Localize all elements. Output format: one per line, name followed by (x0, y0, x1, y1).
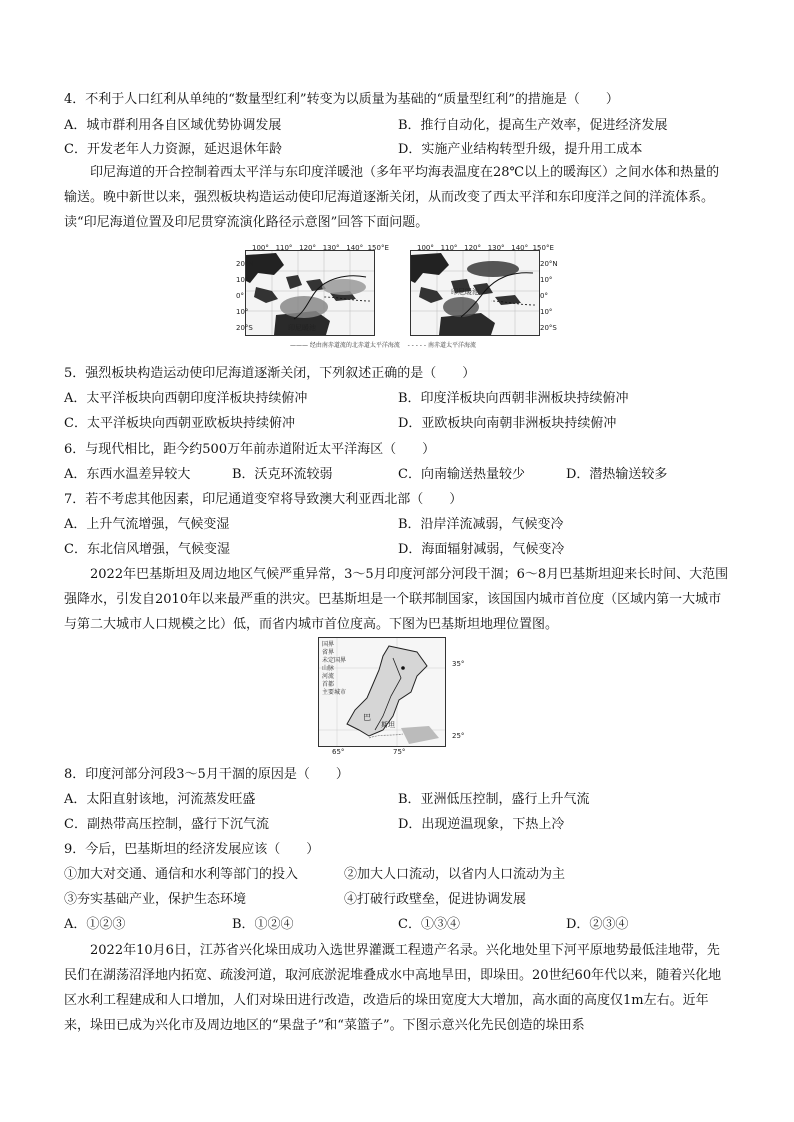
pakistan-lon-75: 75° (393, 748, 406, 756)
q9-option-b: B．①②④ (232, 917, 294, 932)
pakistan-legend: 国界 省界 未定国界 山脉 河流 首都 主要城市 (322, 641, 347, 696)
q7-option-b: B．沿岸洋流减弱，气候变冷 (398, 517, 564, 532)
q8-option-a: A．太阳直射该地，河流蒸发旺盛 (64, 792, 256, 807)
q9-statement-2: ②加大人口流动，以省内人口流动为主 (344, 867, 566, 882)
q4-option-d: D．实施产业结构转型升级，提升用工成本 (398, 142, 643, 157)
legend-dashed-line: - - - - - (407, 342, 427, 349)
q7-option-d: D．海面辐射减弱，气候变冷 (398, 542, 565, 557)
q5-option-d: D．亚欧板块向南朝非洲板块持续俯冲 (398, 416, 617, 431)
pakistan-lat-25: 25° (452, 732, 465, 740)
q7-option-c: C．东北信风增强，气候变湿 (64, 542, 230, 557)
q6-stem: 6．与现代相比，距今约500万年前赤道附近太平洋海区（ ） (64, 442, 436, 457)
legend-solid-text: 经由南赤道流的北赤道太平洋海流 (309, 342, 400, 349)
q5-option-b: B．印度洋板块向西朝非洲板块持续俯冲 (398, 391, 629, 406)
q5-option-a: A．太平洋板块向西朝印度洋板块持续俯冲 (64, 391, 308, 406)
country-label-ba: 巴 (363, 713, 371, 722)
q4-option-a: A．城市群利用各自区域优势协调发展 (64, 118, 282, 133)
map-indonesian-throughflow-right (410, 250, 540, 336)
capital-marker (401, 666, 405, 670)
passage-xinghua-duotian: 2022年10月6日，江苏省兴化垛田成功入选世界灌溉工程遗产名录。兴化地处里下河平原地势最低洼地带，先民们在湖荡沼泽地内拓宽、疏浚河道，取河底淤泥堆叠成水中高地旱田，即垛田。20世纪60年代以来，随着兴化地区水利工程建成和人口增加，人们对垛田进行改造，改造后的垛田宽度大大增加，高水面的高度仅1m左右。近年来，垛田已成为兴化市及周边地区的“果盘子”和“菜篮子”。下图示意兴化先民创造的垛田系 (64, 943, 722, 1033)
q8-stem: 8．印度河部分河段3～5月干涸的原因是（ ） (64, 767, 349, 782)
right-map-lon-ticks: 100° 110° 120° 130° 140° 150°E (417, 244, 554, 252)
q4-option-c: C．开发老年人力资源，延迟退休年龄 (64, 142, 282, 157)
q6-option-b: B．沃克环流较弱 (232, 467, 333, 482)
q6-option-d: D．潜热输送较多 (566, 467, 668, 482)
right-map-lat-ticks: 20°N 10° 0° 10° 20°S (540, 260, 558, 332)
pakistan-lat-35: 35° (452, 660, 465, 668)
map-pakistan (318, 637, 446, 747)
passage-pakistan: 2022年巴基斯坦及周边地区气候严重异常，3～5月印度河部分河段干涸；6～8月巴基斯坦迎来长时间、大范围强降水，引发自2010年以来最严重的洪灾。巴基斯坦是一个联邦制国家，该国国内城市首位度（区域内第一大城市与第二大城市人口规模之比）低，而省内城市首位度高。下图为巴基斯坦地理位置图。 (64, 567, 729, 632)
q9-statement-3: ③夯实基础产业，保护生态环境 (64, 892, 247, 907)
q9-option-d: D．②③④ (566, 917, 629, 932)
q9-option-c: C．①③④ (398, 917, 460, 932)
pakistan-lon-65: 65° (332, 748, 345, 756)
q6-option-c: C．向南输送热量较少 (398, 467, 525, 482)
left-map-lon-ticks: 100° 110° 120° 130° 140° 150°E (252, 244, 389, 252)
q8-option-d: D．出现逆温现象，下热上冷 (398, 817, 565, 832)
q8-option-b: B．亚洲低压控制，盛行上升气流 (398, 792, 590, 807)
q9-option-a: A．①②③ (64, 917, 126, 932)
fig1-legend (290, 340, 476, 349)
left-map-lat-ticks: 20°N 10° 0° 10° 20°S (236, 260, 254, 332)
q4-stem: 4．不利于人口红利从单纯的“数量型红利”转变为以质量为基础的“质量型红利”的措施是（ ） (64, 92, 619, 107)
country-label-sitan: 斯坦 (381, 721, 395, 729)
q5-option-c: C．太平洋板块向西朝亚欧板块持续俯冲 (64, 416, 295, 431)
pool-label-left: 印尼暖池 (288, 324, 316, 332)
passage-indonesian-seaway: 印尼海道的开合控制着西太平洋与东印度洋暖池（多年平均海表温度在28℃以上的暖海区）之间水体和热量的输送。晚中新世以来，强烈板块构造运动使印尼海道逐渐关闭，从而改变了西太平洋和东印度洋之间的洋流体系。读“印尼海道位置及印尼贯穿流演化路径示意图”回答下面问题。 (64, 165, 720, 230)
q5-stem: 5．强烈板块构造运动使印尼海道逐渐关闭，下列叙述正确的是（ ） (64, 366, 476, 381)
map-indonesian-throughflow-left (245, 250, 375, 336)
q4-option-b: B．推行自动化，提高生产效率，促进经济发展 (398, 118, 668, 133)
q9-stem: 9．今后，巴基斯坦的经济发展应该（ ） (64, 842, 320, 857)
q7-option-a: A．上升气流增强，气候变湿 (64, 517, 230, 532)
legend-solid-line: ——— (290, 342, 308, 349)
q9-statement-1: ①加大对交通、通信和水利等部门的投入 (64, 867, 299, 882)
q9-statement-4: ④打破行政壁垒，促进协调发展 (344, 892, 527, 907)
q6-option-a: A．东西水温差异较大 (64, 467, 191, 482)
q8-option-c: C．副热带高压控制，盛行下沉气流 (64, 817, 269, 832)
warm-pool-indian (280, 296, 328, 318)
legend-dashed-text: 南赤道太平洋海流 (427, 342, 476, 349)
q7-stem: 7．若不考虑其他因素，印尼通道变窄将导致澳大利亚西北部（ ） (64, 492, 463, 507)
pool-label-right: 印尼暖池 (451, 288, 479, 296)
